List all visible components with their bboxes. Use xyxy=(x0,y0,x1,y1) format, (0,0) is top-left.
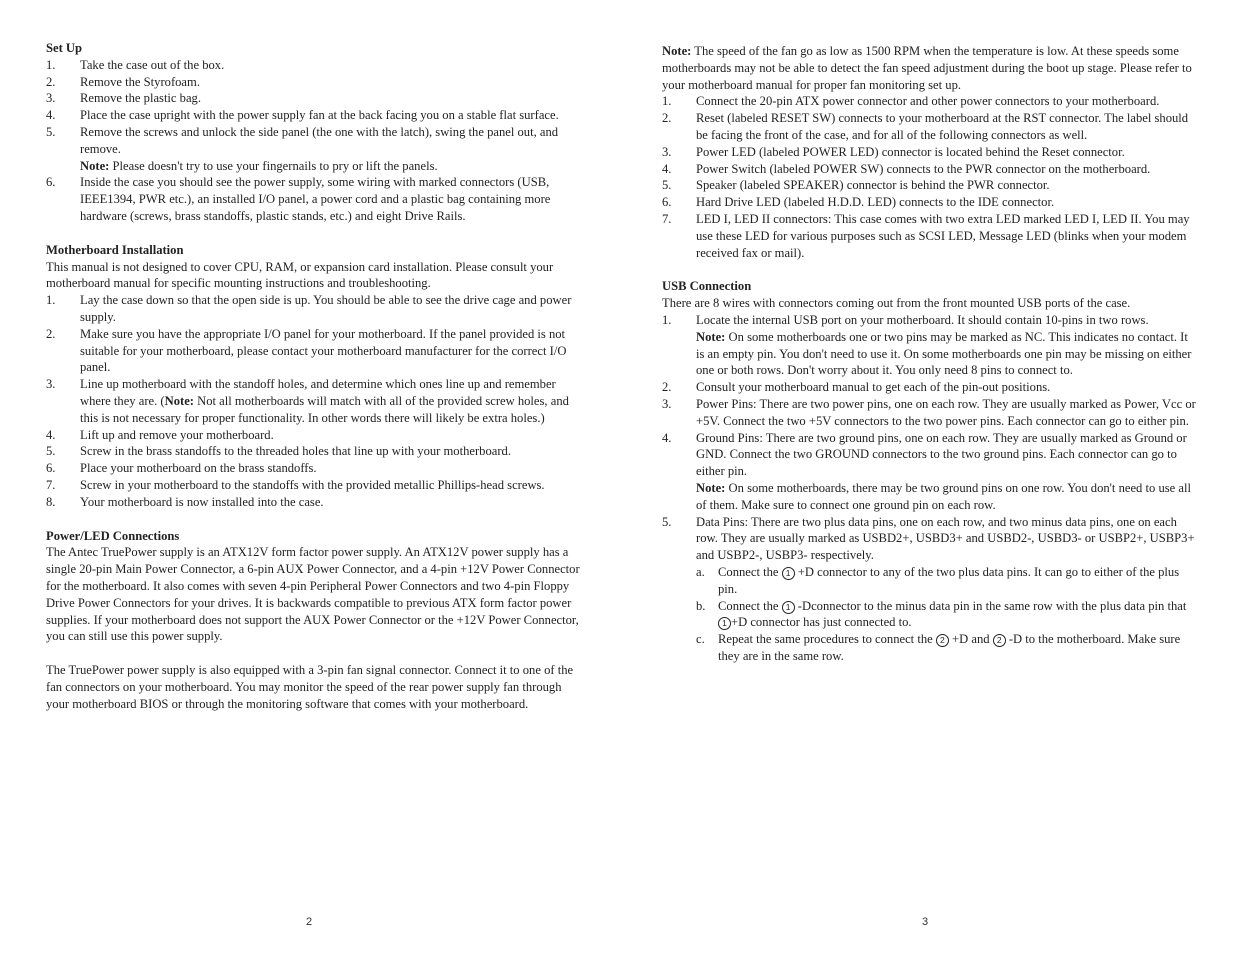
item-number: 2. xyxy=(46,326,56,341)
page-number: 2 xyxy=(306,916,313,928)
item-number: 4. xyxy=(46,108,56,123)
list-item xyxy=(46,107,586,124)
list-item xyxy=(662,514,1198,564)
item-letter: a. xyxy=(696,564,705,579)
item-number: 6. xyxy=(46,461,56,476)
motherboard-intro: This manual is not designed to cover CPU, RAM, or expansion card installation. Please consult your motherboard manual for specific mounting instructions and troubleshooting. xyxy=(46,259,554,291)
item-text: Screw in the brass standoffs to the threaded holes that line up with your motherboard. xyxy=(80,444,512,459)
list-item xyxy=(662,161,1198,178)
item-number: 1. xyxy=(662,94,672,109)
sub-list-item xyxy=(696,564,1198,598)
note-text: The speed of the fan go as low as 1500 RPM when the temperature is low. At these speeds some motherboards may not be able to detect the fan speed adjustment during the boot up stage. Please refer to your motherboard manual for proper fan monitoring set up. xyxy=(662,44,1192,92)
list-item xyxy=(662,194,1198,211)
item-text: Not all motherboards will match with all of the provided screw holes, and this is not necessary for proper functionality. In other words there will likely be extra holes.) xyxy=(80,393,569,425)
motherboard-list xyxy=(46,292,586,510)
setup-heading: Set Up xyxy=(46,41,83,55)
power-led-paragraph-1: The Antec TruePower supply is an ATX12V form factor power supply. An ATX12V power supply has a single 20-pin Main Power Connector, a 6-pin AUX Power Connector, and a 4-pin +12V Power Connector for the motherboard. It also comes with seven 4-pin Peripheral Power Connectors and two 4-pin Floppy Drive Power Connectors for your drives. It is backwards compatible to previous ATX form factor power supplies. If your motherboard does not support the AUX Power Connector or the +12V Power Connector, you can still use this power supply. xyxy=(46,545,580,644)
item-number: 7. xyxy=(46,477,56,492)
list-item xyxy=(662,379,1198,396)
list-item xyxy=(46,292,586,326)
item-number: 8. xyxy=(46,494,56,509)
usb-data-pins-sublist xyxy=(662,564,1198,665)
circled-number-icon: 1 xyxy=(718,617,731,630)
item-number: 3. xyxy=(662,144,672,159)
list-item xyxy=(662,312,1198,379)
note-label: Note: xyxy=(696,480,726,495)
item-text: Connect the xyxy=(718,598,782,613)
page-right xyxy=(662,43,1198,665)
list-item xyxy=(46,74,586,91)
item-text: +D and xyxy=(948,632,993,647)
item-text: Take the case out of the box. xyxy=(80,57,225,72)
item-number: 3. xyxy=(662,396,672,411)
item-number: 2. xyxy=(46,74,56,89)
item-number: 5. xyxy=(662,178,672,193)
note-label: Note: xyxy=(696,329,726,344)
list-item xyxy=(46,427,586,444)
list-item xyxy=(662,93,1198,110)
motherboard-heading: Motherboard Installation xyxy=(46,242,184,257)
item-number: 4. xyxy=(46,427,56,442)
note-label: Note: xyxy=(80,158,110,173)
item-text: Locate the internal USB port on your motherboard. It should contain 10-pins in two rows. xyxy=(696,312,1149,327)
list-item xyxy=(46,443,586,460)
item-text: Line up motherboard with the standoff holes, and determine which ones line up and remember where they are. ( xyxy=(80,377,556,408)
list-item xyxy=(46,90,586,107)
item-number: 5. xyxy=(662,514,672,529)
circled-number-icon: 2 xyxy=(936,634,949,647)
item-text: Make sure you have the appropriate I/O panel for your motherboard. If the panel provided is not suitable for your motherboard, please contact your motherboard manufacturer for the correct I/O panel. xyxy=(80,326,567,375)
list-item xyxy=(662,110,1198,144)
item-number: 7. xyxy=(662,211,672,226)
usb-list xyxy=(662,312,1198,564)
item-letter: b. xyxy=(696,598,706,613)
item-text: Power Switch (labeled POWER SW) connects to the PWR connector on the motherboard. xyxy=(696,161,1151,176)
item-text: Lay the case down so that the open side is up. You should be able to see the drive cage and power supply. xyxy=(80,293,572,324)
item-text: Repeat the same procedures to connect the xyxy=(718,632,936,647)
item-number: 6. xyxy=(46,175,56,190)
item-number: 1. xyxy=(46,57,56,72)
item-text: Inside the case you should see the power supply, some wiring with marked connectors (USB, IEEE1394, PWR etc.), an installed I/O panel, a power cord and a plastic bag containing more hardware (screws, brass standoffs, plastic stands, etc.) and eight Drive Rails. xyxy=(80,175,551,223)
item-text: Consult your motherboard manual to get each of the pin-out positions. xyxy=(696,380,1051,395)
list-item xyxy=(662,211,1198,261)
list-item xyxy=(662,396,1198,430)
item-number: 5. xyxy=(46,444,56,459)
item-text: Hard Drive LED (labeled H.D.D. LED) connects to the IDE connector. xyxy=(696,195,1055,210)
power-led-paragraph-2: The TruePower power supply is also equipped with a 3-pin fan signal connector. Connect it to one of the fan connectors on your motherboard. You may monitor the speed of the rear power supply fan through your motherboard BIOS or through the monitoring software that comes with your motherboard. xyxy=(46,663,574,711)
item-text: +D connector has just connected to. xyxy=(731,615,912,630)
power-led-heading: Power/LED Connections xyxy=(46,528,180,543)
item-letter: c. xyxy=(696,632,705,647)
item-number: 2. xyxy=(662,111,672,126)
item-text: +D connector to any of the two plus data pins. It can go to either of the plus pin. xyxy=(718,564,1180,596)
list-item xyxy=(46,124,586,174)
item-text: Ground Pins: There are two ground pins, one on each row. They are usually marked as Ground or GND. Connect the two GROUND connectors to the two ground pins. Each connector can go to either pin. xyxy=(696,430,1187,479)
note-text: On some motherboards, there may be two ground pins on one row. You don't need to use all of them. Make sure to connect one ground pin on each row. xyxy=(696,480,1191,512)
note-text: Please doesn't try to use your fingernails to pry or lift the panels. xyxy=(109,158,438,173)
circled-number-icon: 2 xyxy=(993,634,1006,647)
list-item xyxy=(662,144,1198,161)
note-label: Note: xyxy=(164,393,194,408)
item-text: LED I, LED II connectors: This case comes with two extra LED marked LED I, LED II. You may use these LED for various purposes such as SCSI LED, Message LED (blinks when your modem received fax or mail). xyxy=(696,211,1190,260)
circled-number-icon: 1 xyxy=(782,567,795,580)
item-text: -D to the motherboard. Make sure they are in the same row. xyxy=(718,632,1181,663)
list-item xyxy=(46,174,586,224)
item-number: 5. xyxy=(46,124,56,139)
item-text: Data Pins: There are two plus data pins, one on each row, and two minus data pins, one on each row. They are usually marked as USBD2+, USBD3+ and USBD2-, USBD3- or USBP2+, USBP3+ and USBP2-, USBP3- respectively. xyxy=(696,514,1195,563)
circled-number-icon: 1 xyxy=(782,601,795,614)
usb-heading: USB Connection xyxy=(662,279,752,294)
page-number: 3 xyxy=(922,916,929,928)
item-number: 3. xyxy=(46,377,56,392)
item-number: 6. xyxy=(662,195,672,210)
item-text: Remove the plastic bag. xyxy=(80,91,202,106)
item-number: 4. xyxy=(662,430,672,445)
connectors-list xyxy=(662,93,1198,261)
item-number: 3. xyxy=(46,91,56,106)
fan-note xyxy=(662,43,1198,93)
list-item xyxy=(46,477,586,494)
item-text: Connect the xyxy=(718,564,782,579)
item-number: 4. xyxy=(662,161,672,176)
setup-list xyxy=(46,57,586,225)
item-text: Your motherboard is now installed into the case. xyxy=(80,494,324,509)
item-number: 1. xyxy=(662,312,672,327)
sub-list-item xyxy=(696,598,1198,632)
list-item xyxy=(46,326,586,376)
list-item xyxy=(46,494,586,511)
list-item xyxy=(46,460,586,477)
note-label: Note: xyxy=(662,44,692,58)
item-text: Place your motherboard on the brass standoffs. xyxy=(80,461,317,476)
item-text: Remove the Styrofoam. xyxy=(80,74,200,89)
item-text: Connect the 20-pin ATX power connector and other power connectors to your motherboard. xyxy=(696,94,1160,109)
item-text: Power Pins: There are two power pins, one on each row. They are usually marked as Power, Vcc or +5V. Connect the two +5V connectors to the two power pins. Each connector can go to either pin. xyxy=(696,396,1196,428)
item-text: Remove the screws and unlock the side panel (the one with the latch), swing the panel out, and remove. xyxy=(80,124,559,156)
sub-list-item xyxy=(696,631,1198,665)
item-text: Screw in your motherboard to the standoffs with the provided metallic Phillips-head screws. xyxy=(80,477,545,492)
list-item xyxy=(46,57,586,74)
usb-intro: There are 8 wires with connectors coming out from the front mounted USB ports of the case. xyxy=(662,296,1131,311)
item-number: 2. xyxy=(662,380,672,395)
item-text: Place the case upright with the power supply fan at the back facing you on a stable flat surface. xyxy=(80,108,559,123)
list-item xyxy=(46,376,586,426)
item-text: Power LED (labeled POWER LED) connector is located behind the Reset connector. xyxy=(696,144,1125,159)
page-left xyxy=(46,40,586,712)
item-text: Reset (labeled RESET SW) connects to your motherboard at the RST connector. The label should be facing the front of the case, and for all of the following connectors as well. xyxy=(696,111,1189,142)
list-item xyxy=(662,430,1198,514)
item-number: 1. xyxy=(46,293,56,308)
item-text: Lift up and remove your motherboard. xyxy=(80,427,274,442)
note-text: On some motherboards one or two pins may be marked as NC. This indicates no contact. It is an empty pin. You don't need to use it. On some motherboards one pin may be missing on either one or both rows. Don't worry about it. You only need 8 pins to connect to. xyxy=(696,329,1192,378)
list-item xyxy=(662,177,1198,194)
item-text: -Dconnector to the minus data pin in the same row with the plus data pin that xyxy=(794,598,1187,613)
item-text: Speaker (labeled SPEAKER) connector is behind the PWR connector. xyxy=(696,178,1050,193)
